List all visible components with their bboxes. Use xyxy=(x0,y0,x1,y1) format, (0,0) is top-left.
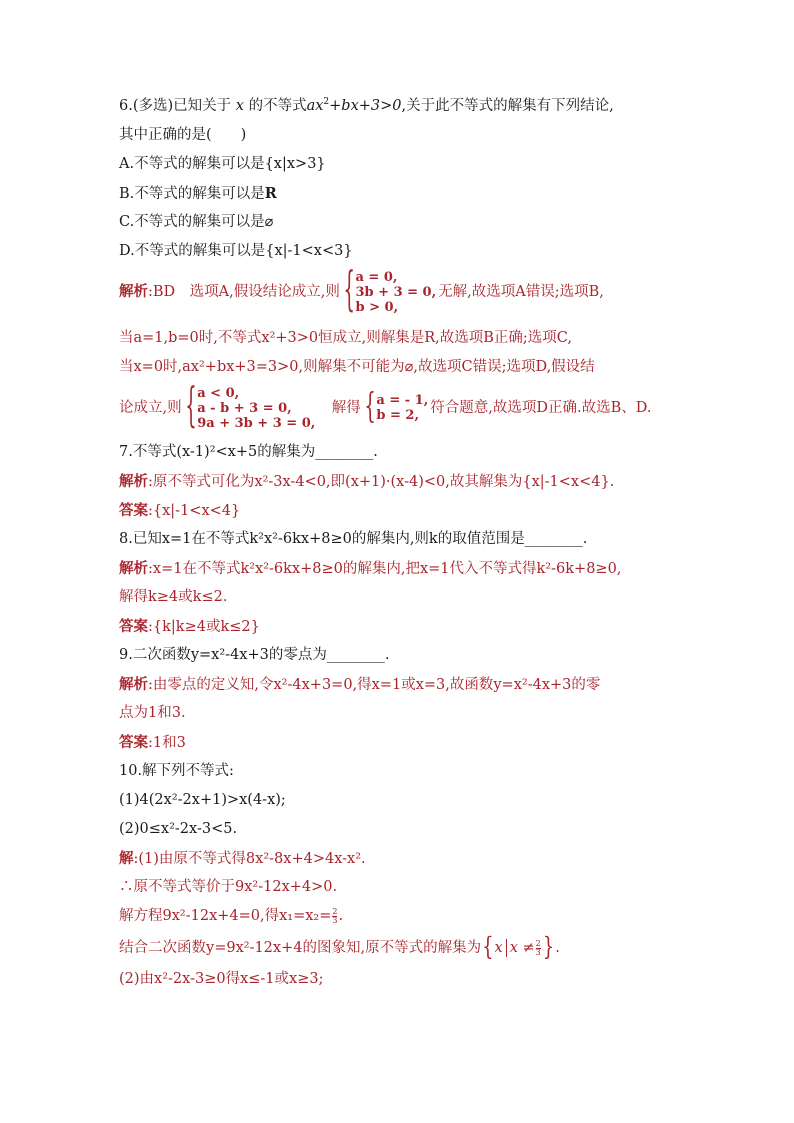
q6-option-a: A.不等式的解集可以是{x|x>3} xyxy=(119,156,326,172)
a10-set-fraction xyxy=(536,940,541,957)
a8-answer-label: 答案 xyxy=(119,618,148,635)
q6-text-1: 已知关于 xyxy=(173,98,232,114)
a10-line1 xyxy=(119,844,679,873)
q6-tag: (多选) xyxy=(132,98,174,114)
a6-system-1 xyxy=(346,270,436,315)
q6-line1 xyxy=(119,92,679,121)
q10-title: 10.解下列不等式: xyxy=(119,763,234,779)
q6-option-b-r: R xyxy=(264,185,277,202)
a10-set-frac-den: 3 xyxy=(535,947,541,957)
a7-colon: : xyxy=(148,474,153,490)
q9-text: 9.二次函数y=x²-4x+3的零点为________. xyxy=(119,647,390,663)
a9-analysis-1 xyxy=(119,670,679,699)
a6-line4 xyxy=(119,382,679,434)
document-content xyxy=(119,92,679,994)
q7-text: 7.不等式(x-1)²<x+5的解集为________. xyxy=(119,444,378,460)
q6-number: 6. xyxy=(119,98,133,114)
a6-colon: : xyxy=(148,284,153,300)
a10-set-brace-right: } xyxy=(542,932,555,962)
a8-answer-colon: : xyxy=(148,619,153,635)
a10-line3: 解方程9x²-12x+4=0,得x₁=x₂= $\frac{2}{3}$ . xyxy=(119,906,344,925)
a10-text-3: 解方程9x²-12x+4=0,得x₁=x₂= xyxy=(119,908,332,924)
a6-sys1-row2: 3b + 3 = 0, xyxy=(355,284,437,300)
a9-text-1: 由零点的定义知,令x²-4x+3=0,得x=1或x=3,故函数y=x²-4x+3的零 xyxy=(152,677,601,693)
a6-sys3-row1: { a = - 1, xyxy=(376,393,429,408)
a6-sys1-row1: { a = 0, xyxy=(355,269,398,285)
q6-text-2: 的不等式 xyxy=(248,98,307,114)
a9-answer-label: 答案 xyxy=(119,734,148,751)
a9-analysis-2: 点为1和3. xyxy=(119,705,186,721)
a10-frac-den: 3 xyxy=(332,915,338,925)
a8-answer xyxy=(119,612,679,641)
a6-line3: 当x=0时,ax²+bx+3=3>0,则解集不可能为⌀,故选项C错误;选项D,假设结 xyxy=(119,359,595,375)
a7-answer-label: 答案 xyxy=(119,502,148,519)
q6-option-b-text: B.不等式的解集可以是 xyxy=(119,186,265,202)
q6-expr-b: +bx+3>0 xyxy=(329,98,402,114)
a8-answer-value: {k|k≥4或k≤2} xyxy=(152,619,260,635)
a6-sys2-row1: { a < 0, xyxy=(197,385,240,401)
q6-expr-exp: 2 xyxy=(323,97,330,107)
a6-text-5: 符合题意,故选项D正确.故选B、D. xyxy=(430,400,652,416)
a9-label: 解析 xyxy=(119,676,148,693)
a10-text-4: 结合二次函数y=9x²-12x+4的图象知,原不等式的解集为 xyxy=(119,940,482,956)
q6-var-x: x xyxy=(235,98,244,114)
a7-text: 原不等式可化为x²-3x-4<0,即(x+1)·(x-4)<0,故其解集为{x|-1<x<4}. xyxy=(152,474,615,490)
a8-colon: : xyxy=(148,561,153,577)
q6-option-d: D.不等式的解集可以是{x|-1<x<3} xyxy=(119,243,353,259)
q6-option-c: C.不等式的解集可以是⌀ xyxy=(119,214,274,230)
a10-line4: 结合二次函数y=9x²-12x+4的图象知,原不等式的解集为{x x ≠ $\frac{2}{3}$ }. xyxy=(119,931,679,965)
a10-frac-num: 2 xyxy=(332,906,338,916)
a6-text-1: 选项A,假设结论成立,则 xyxy=(175,284,340,300)
a7-analysis xyxy=(119,467,679,496)
a8-label: 解析 xyxy=(119,560,148,577)
a10-colon: : xyxy=(133,851,139,867)
a6-label: 解析 xyxy=(119,283,148,300)
a10-fraction xyxy=(332,908,337,925)
a9-answer-colon: : xyxy=(148,735,153,751)
a8-analysis-2: 解得k≥4或k≤2. xyxy=(119,589,228,605)
q6-text-3: ,关于此不等式的解集有下列结论, xyxy=(401,98,614,114)
a6-system-3 xyxy=(367,393,428,423)
a6-sys1-row3: b > 0, xyxy=(355,299,399,315)
a10-set-bar xyxy=(506,939,507,957)
a6-sys2-row3: 9a + 3b + 3 = 0, xyxy=(197,415,316,431)
a7-label: 解析 xyxy=(119,473,148,490)
a6-system-2 xyxy=(188,386,315,431)
a7-answer xyxy=(119,496,679,525)
a6-line2: 当a=1,b=0时,不等式x²+3>0恒成立,则解集是R,故选项B正确;选项C, xyxy=(119,330,572,346)
q6-line2: 其中正确的是( ) xyxy=(119,127,247,143)
a9-answer xyxy=(119,728,679,757)
q6-expr-a: ax xyxy=(306,98,324,114)
a10-line2: ∴原不等式等价于9x²-12x+4>0. xyxy=(119,879,338,895)
a10-set-frac-num: 2 xyxy=(535,938,541,948)
a8-analysis-1 xyxy=(119,554,679,583)
a10-label: 解 xyxy=(119,850,134,867)
a6-sys3-row2: b = 2, xyxy=(376,408,419,423)
q10-part-2: (2)0≤x²-2x-3<5. xyxy=(119,821,238,837)
a7-answer-value: {x|-1<x<4} xyxy=(152,503,241,519)
a8-text-1: x=1在不等式k²x²-6kx+8≥0的解集内,把x=1代入不等式得k²-6k+8≥0, xyxy=(152,561,622,577)
a10-text-1: (1)由原不等式得8x²-8x+4>4x-x². xyxy=(138,851,366,867)
q6-option-b xyxy=(119,179,679,208)
a6-line1 xyxy=(119,266,679,318)
q8-text: 8.已知x=1在不等式k²x²-6kx+8≥0的解集内,则k的取值范围是________. xyxy=(119,531,588,547)
a10-set-brace-left: { xyxy=(482,932,494,962)
a10-line5: (2)由x²-2x-3≥0得x≤-1或x≥3; xyxy=(119,971,324,987)
a10-set-cond: x ≠ xyxy=(509,940,535,956)
a6-answer: BD xyxy=(152,284,176,300)
a10-set-var: x xyxy=(494,940,503,956)
q10-part-1: (1)4(2x²-2x+1)>x(4-x); xyxy=(119,792,286,808)
a6-text-3: 论成立,则 xyxy=(119,400,182,416)
a9-colon: : xyxy=(148,677,153,693)
a7-answer-colon: : xyxy=(148,503,153,519)
a6-text-2: 无解,故选项A错误;选项B, xyxy=(438,284,604,300)
a6-sys2-row2: a - b + 3 = 0, xyxy=(197,400,292,416)
a6-text-4: 解得 xyxy=(317,400,361,416)
a9-answer-value: 1和3 xyxy=(152,735,186,751)
